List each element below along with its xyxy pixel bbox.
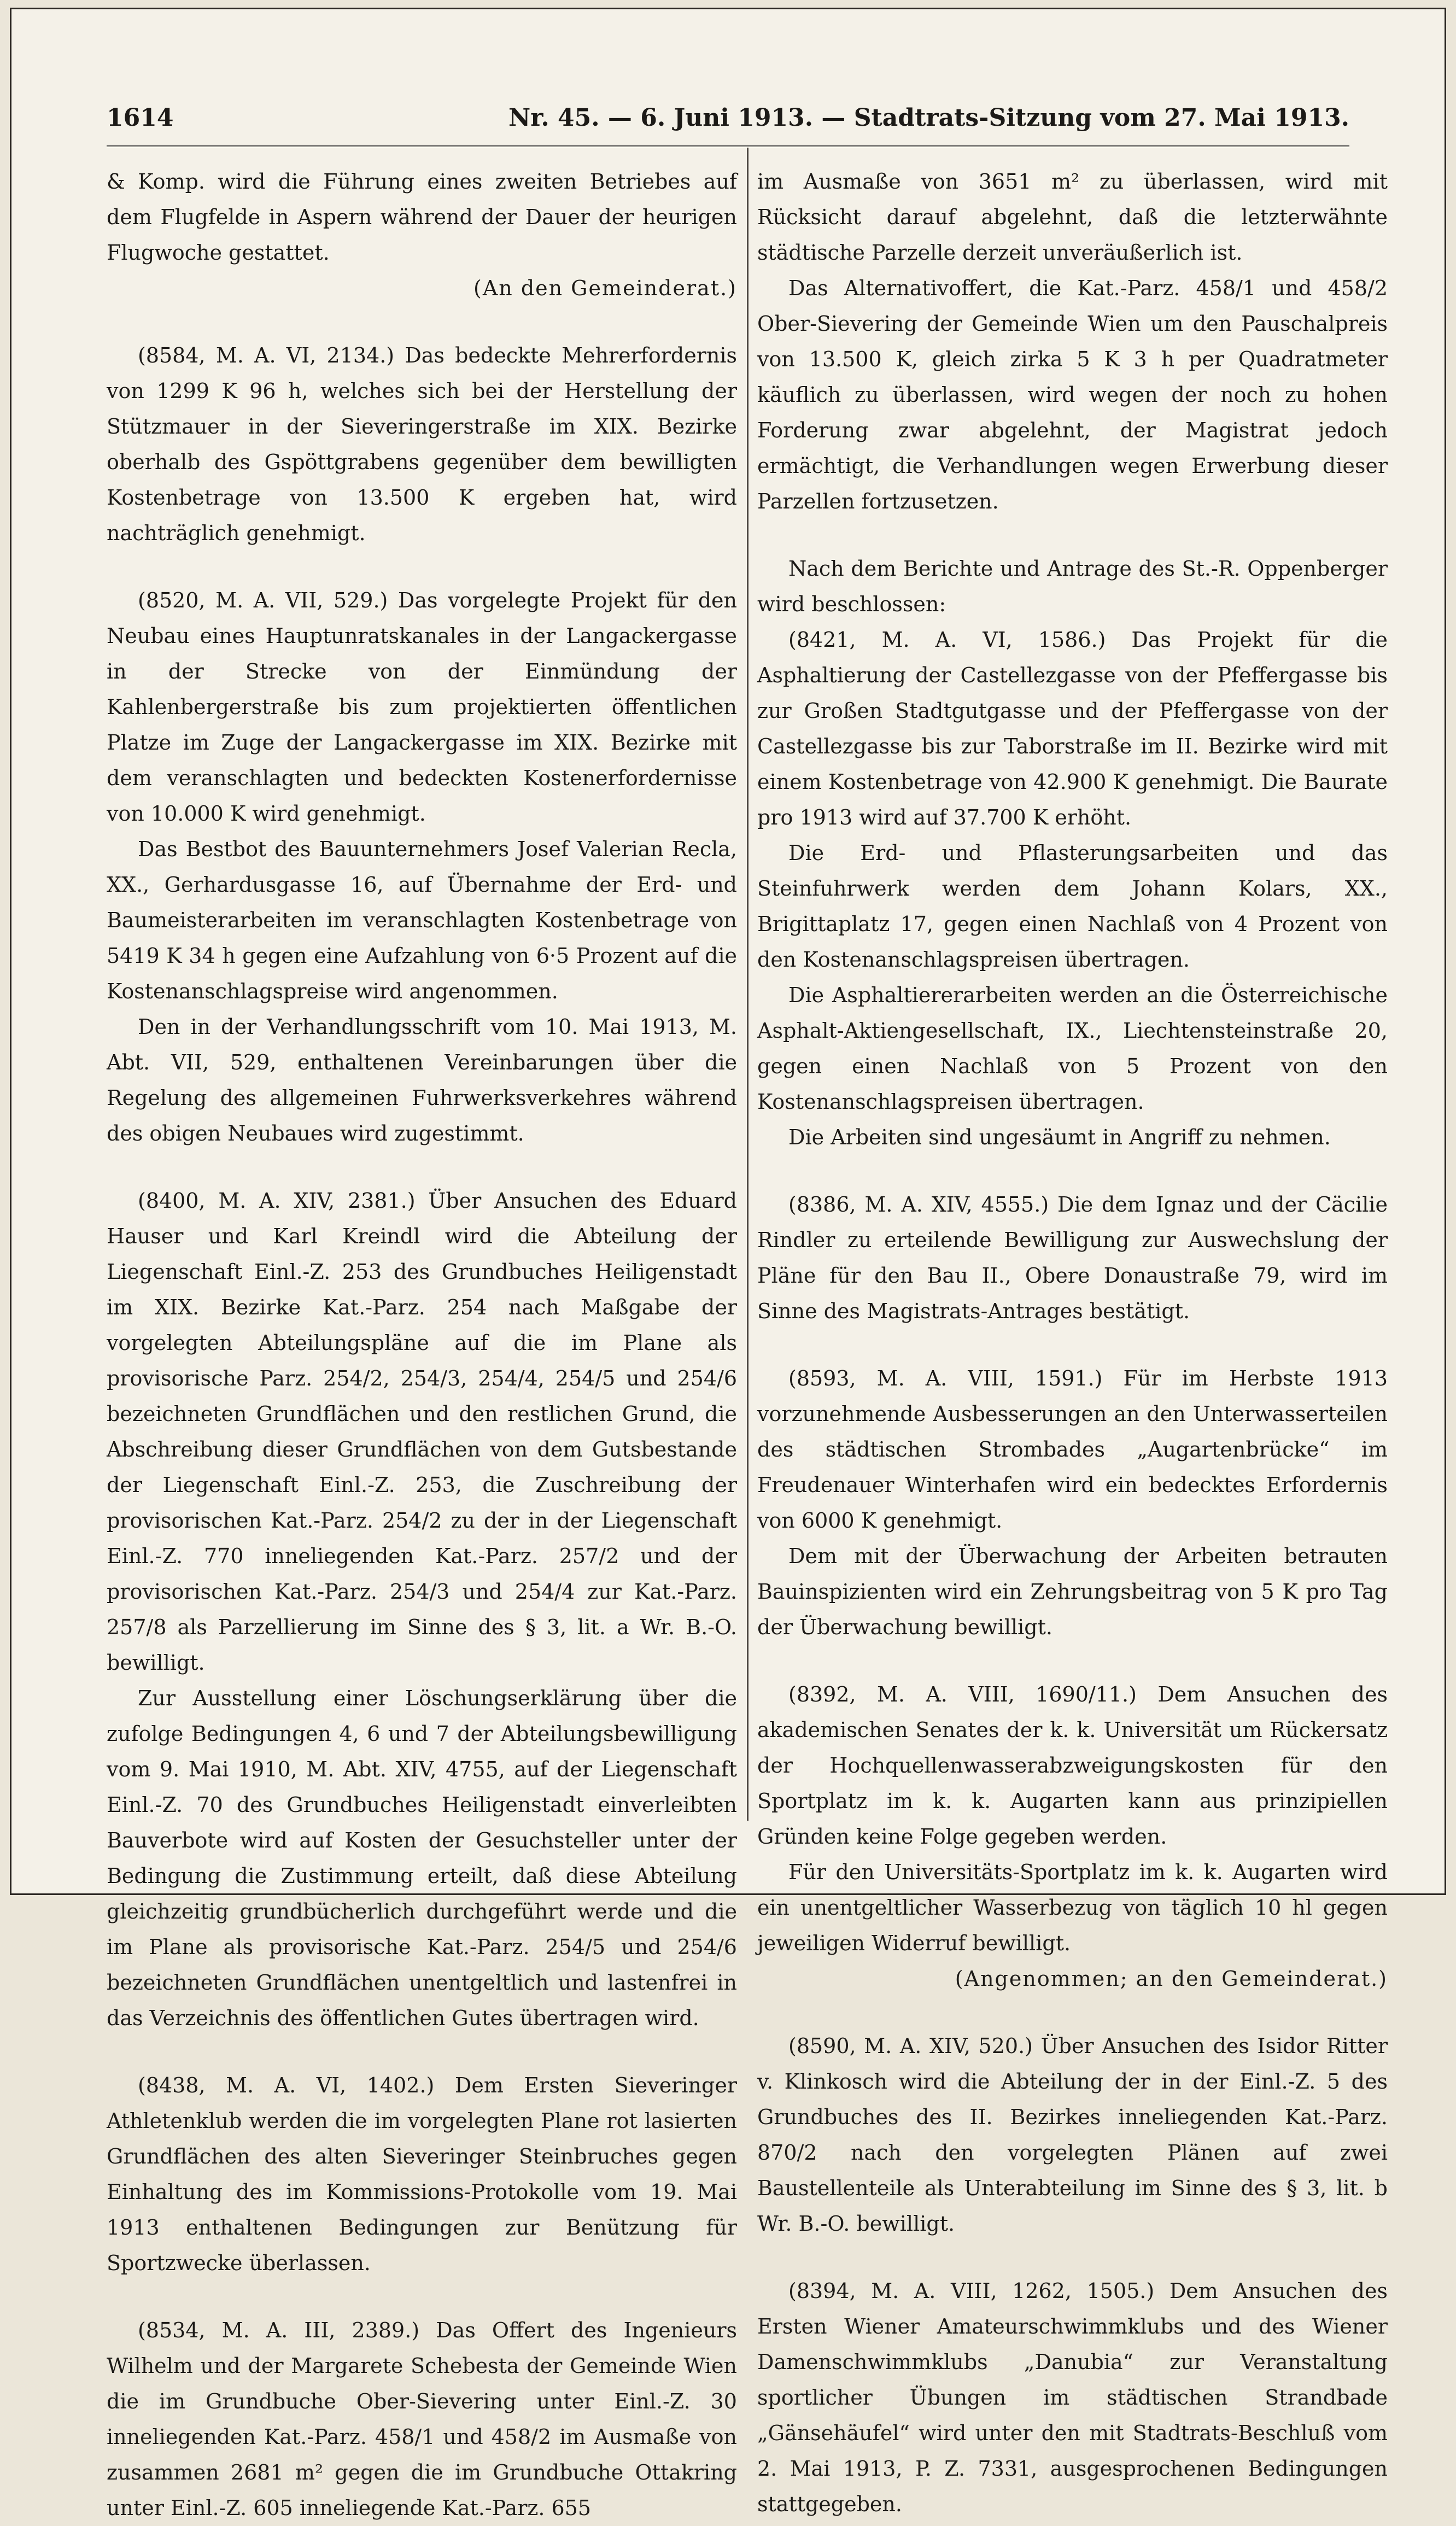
paragraph: (8386, M. A. XIV, 4555.) Die dem Ignaz und der Cäcilie Rindler zu erteilende Bewilligung zur Auswechslung der Pläne für den Bau II., Obere Donaustraße 79, wird im Sinne des Magistrats-Antrages bestätigt. bbox=[757, 1192, 1388, 1323]
paragraph: Dem mit der Überwachung der Arbeiten betrauten Bauinspizienten wird ein Zehrungsbeitrag von 5 K pro Tag der Überwachung bewilligt. bbox=[757, 1544, 1388, 1639]
paragraph: im Ausmaße von 3651 m² zu überlassen, wird mit Rücksicht darauf abgelehnt, daß die letzterwähnte städtische Parzelle derzeit unveräußerlich ist. bbox=[757, 169, 1388, 265]
resolution-note: (An den Gemeinderat.) bbox=[473, 276, 737, 300]
paragraph: Den in der Verhandlungsschrift vom 10. Mai 1913, M. Abt. VII, 529, enthaltenen Vereinbarungen über die Regelung des allgemeinen Fuhrwerksverkehres während des obigen Neubaues wird zugestimmt. bbox=[107, 1015, 737, 1145]
paragraph: Für den Universitäts-Sportplatz im k. k. Augarten wird ein unentgeltlicher Wasserbezug von täglich 10 hl gegen jeweiligen Widerruf bewilligt. bbox=[757, 1860, 1388, 1955]
paragraph: (8593, M. A. VIII, 1591.) Für im Herbste 1913 vorzunehmende Ausbesserungen an den Unterwasserteilen des städtischen Strombades „Augartenbrücke“ im Freudenauer Winterhafen wird ein bedecktes Erfordernis von 6000 K genehmigt. bbox=[757, 1366, 1388, 1533]
paragraph: Zur Ausstellung einer Löschungserklärung über die zufolge Bedingungen 4, 6 und 7 der Abteilungsbewilligung vom 9. Mai 1910, M. Abt. XIV, 4755, auf der Liegenschaft Einl.-Z. 70 des Grundbuches Heiligenstadt einverleibten Bauverbote wird auf Kosten der Gesuchsteller unter der Bedingung die Zustimmung erteilt, daß diese Abteilung gleichzeitig grundbücherlich durchgeführt werde und die im Plane als provisorische Kat.-Parz. 254/5 und 254/6 bezeichneten Grundflächen unentgeltlich und lastenfrei in das Verzeichnis des öffentlichen Gutes übertragen wird. bbox=[107, 1686, 737, 2030]
running-title: Nr. 45. — 6. Juni 1913. — Stadtrats-Sitzung vom 27. Mai 1913. bbox=[508, 103, 1349, 132]
paragraph: (8590, M. A. XIV, 520.) Über Ansuchen des Isidor Ritter v. Klinkosch wird die Abteilung der in der Einl.-Z. 5 des Grundbuches des II. Bezirkes inneliegenden Kat.-Parz. 870/2 nach den vorgelegten Plänen auf zwei Baustellenteile als Unterabteilung im Sinne des § 3, lit. b Wr. B.-O. bewilligt. bbox=[757, 2034, 1388, 2236]
paragraph: (8400, M. A. XIV, 2381.) Über Ansuchen des Eduard Hauser und Karl Kreindl wird die Abteilung der Liegenschaft Einl.-Z. 253 des Grundbuches Heiligenstadt im XIX. Bezirke Kat.-Parz. 254 nach Maßgabe der vorgelegten Abteilungspläne auf die im Plane als provisorische Parz. 254/2, 254/3, 254/4, 254/5 und 254/6 bezeichneten Grundflächen und den restlichen Grund, die Abschreibung dieser Grundflächen von dem Gutsbestande der Liegenschaft Einl.-Z. 253, die Zuschreibung der provisorischen Kat.-Parz. 254/2 zu der in der Liegenschaft Einl.-Z. 770 inneliegenden Kat.-Parz. 257/2 und der provisorischen Kat.-Parz. 254/3 und 254/4 zur Kat.-Parz. 257/8 als Parzellierung im Sinne des § 3, lit. a Wr. B.-O. bewilligt. bbox=[107, 1189, 737, 1675]
section-heading: Nach dem Berichte und Antrage des St.-R. Oppenberger wird beschlossen: bbox=[757, 557, 1388, 616]
paragraph: (8421, M. A. VI, 1586.) Das Projekt für die Asphaltierung der Castellezgasse von der Pfeffergasse bis zur Großen Stadtgutgasse und der Pfeffergasse von der Castellezgasse bis zur Taborstraße im II. Bezirke wird mit einem Kostenbetrage von 42.900 K genehmigt. Die Baurate pro 1913 wird auf 37.700 K erhöht. bbox=[757, 628, 1388, 829]
resolution-note: (Angenommen; an den Gemeinderat.) bbox=[955, 1967, 1388, 1991]
paragraph: Die Asphaltiererarbeiten werden an die Österreichische Asphalt-Aktiengesellschaft, IX., Liechtensteinstraße 20, gegen einen Nachlaß von 5 Prozent von den Kostenanschlagspreisen übertragen. bbox=[757, 983, 1388, 1114]
paragraph: (8438, M. A. VI, 1402.) Dem Ersten Sieveringer Athletenklub werden die im vorgelegten Plane rot lasierten Grundflächen des alten Sieveringer Steinbruches gegen Einhaltung des im Kommissions-Protokolle vom 19. Mai 1913 enthaltenen Bedingungen zur Benützung für Sportzwecke überlassen. bbox=[107, 2073, 737, 2275]
column-divider bbox=[747, 148, 749, 1821]
paragraph: (8520, M. A. VII, 529.) Das vorgelegte Projekt für den Neubau eines Hauptunratskanales in der Langackergasse in der Strecke von der Einmündung der Kahlenbergerstraße bis zum projektierten öffentlichen Platze im Zuge der Langackergasse im XIX. Bezirke mit dem veranschlagten und bedeckten Kostenerfordernisse von 10.000 K wird genehmigt. bbox=[107, 588, 737, 826]
paragraph: Die Arbeiten sind ungesäumt in Angriff zu nehmen. bbox=[788, 1125, 1331, 1149]
paragraph: & Komp. wird die Führung eines zweiten Betriebes auf dem Flugfelde in Aspern während der Dauer der heurigen Flugwoche gestattet. bbox=[107, 169, 737, 265]
header-rule bbox=[107, 145, 1349, 147]
paragraph: Das Alternativoffert, die Kat.-Parz. 458/1 und 458/2 Ober-Sievering der Gemeinde Wien um den Pauschalpreis von 13.500 K, gleich zirka 5 K 3 h per Quadratmeter käuflich zu überlassen, wird wegen der noch zu hohen Forderung zwar abgelehnt, der Magistrat jedoch ermächtigt, die Verhandlungen wegen Erwerbung dieser Parzellen fortzusetzen. bbox=[757, 276, 1388, 513]
paragraph: (8584, M. A. VI, 2134.) Das bedeckte Mehrerfordernis von 1299 K 96 h, welches sich bei der Herstellung der Stützmauer in der Sieveringerstraße im XIX. Bezirke oberhalb des Gspöttgrabens gegenüber dem bewilligten Kostenbetrage von 13.500 K ergeben hat, wird nachträglich genehmigt. bbox=[107, 343, 737, 545]
paragraph: (8534, M. A. III, 2389.) Das Offert des Ingenieurs Wilhelm und der Margarete Schebesta der Gemeinde Wien die im Grundbuche Ober-Sievering unter Einl.-Z. 30 inneliegenden Kat.-Parz. 458/1 und 458/2 im Ausmaße von zusammen 2681 m² gegen die im Grundbuche Ottakring unter Einl.-Z. 605 inneliegende Kat.-Parz. 655 bbox=[107, 2318, 737, 2520]
paragraph: (8392, M. A. VIII, 1690/11.) Dem Ansuchen des akademischen Senates der k. k. Universität um Rückersatz der Hochquellenwasserabzweigungskosten für den Sportplatz im k. k. Augarten kann aus prinzipiellen Gründen keine Folge gegeben werden. bbox=[757, 1682, 1388, 1849]
paragraph: (8394, M. A. VIII, 1262, 1505.) Dem Ansuchen des Ersten Wiener Amateurschwimmklubs und des Wiener Damenschwimmklubs „Danubia“ zur Veranstaltung sportlicher Übungen im städtischen Strandbade „Gänsehäufel“ wird unter den mit Stadtrats-Beschluß vom 2. Mai 1913, P. Z. 7331, ausgesprochenen Bedingungen stattgegeben. bbox=[757, 2279, 1388, 2516]
paragraph: Die Erd- und Pflasterungsarbeiten und das Steinfuhrwerk werden dem Johann Kolars, XX., Brigittaplatz 17, gegen einen Nachlaß von 4 Prozent von den Kostenanschlagspreisen übertragen. bbox=[757, 841, 1388, 972]
page-number: 1614 bbox=[107, 103, 174, 132]
page-header bbox=[107, 98, 1349, 137]
paragraph: Das Bestbot des Bauunternehmers Josef Valerian Recla, XX., Gerhardusgasse 16, auf Übernahme der Erd- und Baumeisterarbeiten im veranschlagten Kostenbetrage von 5419 K 34 h gegen eine Aufzahlung von 6·5 Prozent auf die Kostenanschlagspreise wird angenommen. bbox=[107, 837, 737, 1003]
right-column bbox=[757, 164, 1388, 2516]
left-column bbox=[107, 164, 737, 2520]
